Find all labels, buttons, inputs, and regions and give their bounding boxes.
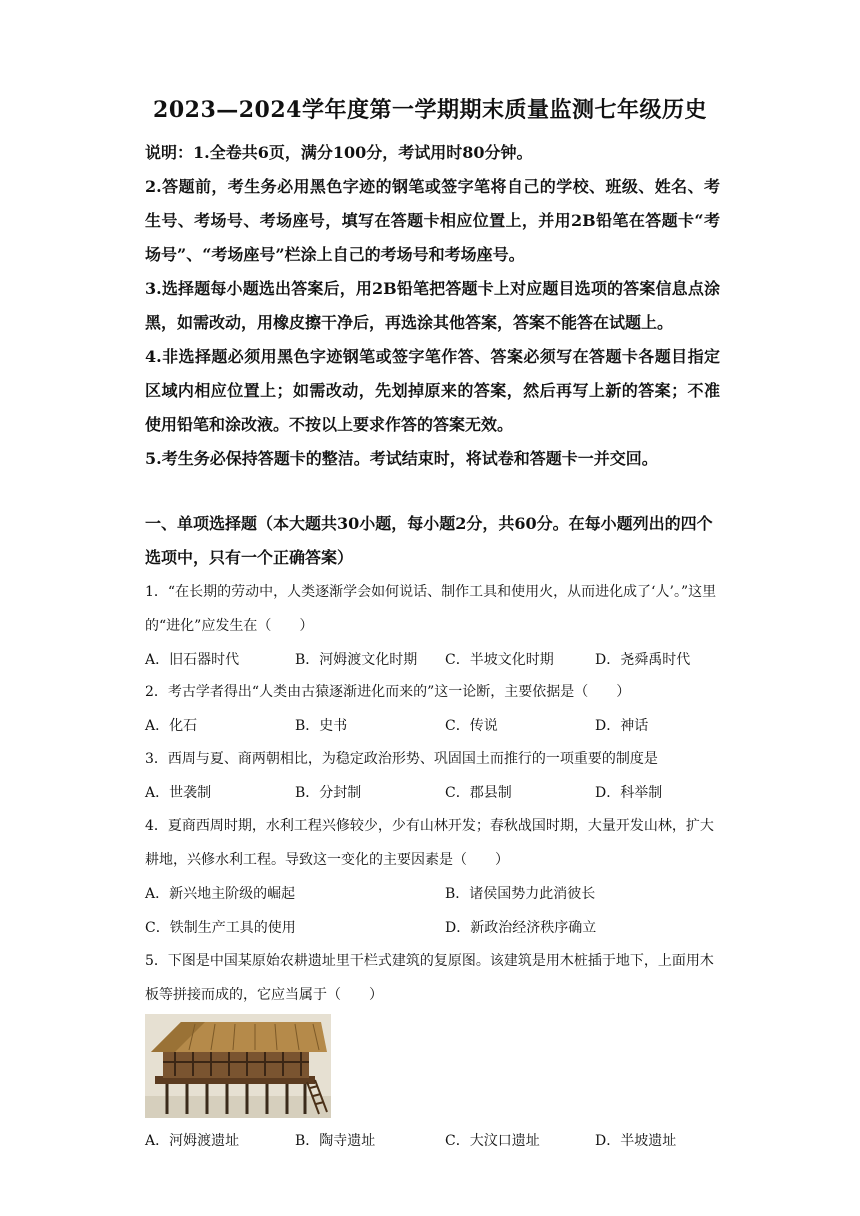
option-d: D．神话 [595,718,649,734]
question-stem: 5．下图是中国某原始农耕遗址里干栏式建筑的复原图。该建筑是用木桩插于地下，上面用木板等拼接而成的，它应当属于（ ） [145,953,714,1003]
question-5 [145,944,725,1012]
question-3 [145,742,725,810]
section-heading-block [145,507,720,575]
option-c: C．郡县制 [445,785,512,801]
option-d: D．半坡遗址 [595,1133,677,1149]
option-a: A．河姆渡遗址 [145,1133,240,1149]
option-c: C．大汶口遗址 [445,1133,540,1149]
option-b: B．陶寺遗址 [295,1133,376,1149]
question-options [145,709,725,743]
exam-title: 2023—2024学年度第一学期期末质量监测七年级历史 [153,97,707,123]
instruction-3: 3.选择题每小题选出答案后，用2B铅笔把答题卡上对应题目选项的答案信息点涂黑，如需改动，用橡皮擦干净后，再选涂其他答案，答案不能答在试题上。 [145,279,720,332]
exam-instructions [145,136,720,476]
question-options [145,776,725,810]
option-b: B．诸侯国势力此消彼长 [445,886,596,902]
question-options [145,877,725,911]
option-b: B．史书 [295,718,348,734]
question-5-options [145,1124,725,1158]
question-options [145,1124,725,1158]
question-4 [145,809,725,945]
option-c: C．传说 [445,718,498,734]
question-stem: 3．西周与夏、商两朝相比，为稳定政治形势、巩固国土而推行的一项重要的制度是 [145,751,658,767]
option-a: A．化石 [145,718,198,734]
instruction-4: 4.非选择题必须用黑色字迹钢笔或签字笔作答、答案必须写在答题卡各题目指定区域内相应位置上；如需改动，先划掉原来的答案，然后再写上新的答案；不准使用铅笔和涂改液。不按以上要求作答的答案无效。 [145,347,720,434]
option-a: A．旧石器时代 [145,652,240,668]
question-stem: 4．夏商西周时期，水利工程兴修较少，少有山林开发；春秋战国时期，大量开发山林，扩大耕地，兴修水利工程。导致这一变化的主要因素是（ ） [145,818,714,868]
instruction-1: 说明：1.全卷共6页，满分100分，考试用时80分钟。 [145,143,533,162]
option-c: C．铁制生产工具的使用 [145,920,296,936]
option-d: D．尧舜禹时代 [595,652,691,668]
instruction-2: 2.答题前，考生务必用黑色字迹的钢笔或签字笔将自己的学校、班级、姓名、考生号、考场号、考场座号，填写在答题卡相应位置上，并用2B铅笔在答题卡“考场号”、“考场座号”栏涂上自己的考场号和考场座号。 [145,177,720,264]
question-stem: 2．考古学者得出“人类由古猿逐渐进化而来的”这一论断，主要依据是（ ） [145,684,631,700]
question-2 [145,675,725,743]
instruction-5: 5.考生务必保持答题卡的整洁。考试结束时，将试卷和答题卡一并交回。 [145,449,658,468]
stilt-house-drawing [145,1014,331,1118]
option-d: D．科举制 [595,785,663,801]
question-options [145,643,725,677]
question-options [145,911,725,945]
option-a: A．新兴地主阶级的崛起 [145,886,296,902]
stilt-house-illustration [145,1014,331,1118]
option-d: D．新政治经济秩序确立 [445,920,597,936]
section-heading: 一、单项选择题（本大题共30小题，每小题2分，共60分。在每小题列出的四个选项中，只有一个正确答案） [145,514,713,567]
option-b: B．河姆渡文化时期 [295,652,418,668]
option-a: A．世袭制 [145,785,212,801]
question-1 [145,575,725,677]
option-b: B．分封制 [295,785,362,801]
question-stem: 1．“在长期的劳动中，人类逐渐学会如何说话、制作工具和使用火，从而进化成了‘人’。”这里的“进化”应发生在（ ） [145,584,717,634]
option-c: C．半坡文化时期 [445,652,554,668]
